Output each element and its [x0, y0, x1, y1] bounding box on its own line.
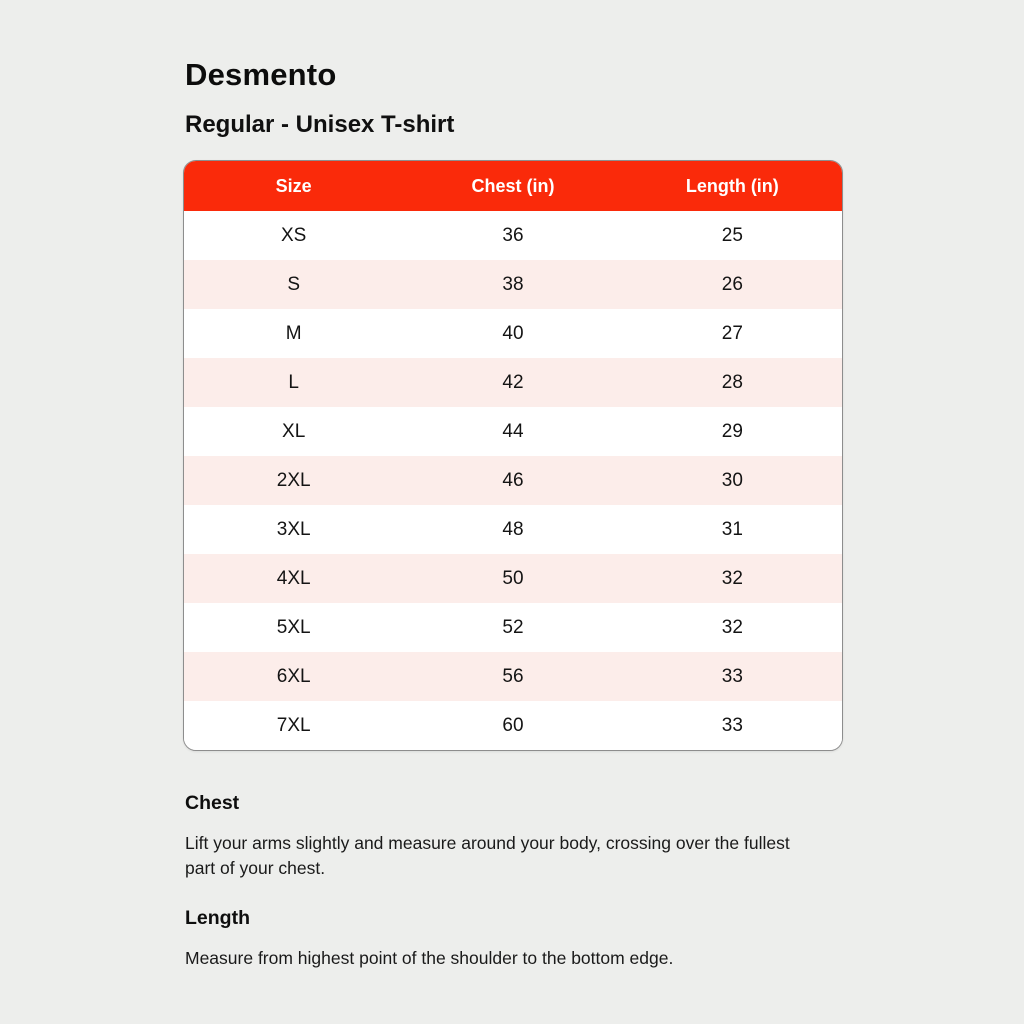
size-cell: 7XL: [276, 714, 311, 736]
size-table-header: [184, 161, 842, 211]
chest-cell: 50: [502, 567, 524, 589]
length-note-body: Measure from highest point of the shoulder to the bottom edge.: [185, 948, 674, 968]
table-row: [184, 211, 842, 260]
product-title: Regular - Unisex T-shirt: [185, 111, 455, 138]
length-cell: 32: [721, 616, 743, 638]
column-header-length: Length (in): [623, 161, 842, 211]
header-row: [184, 161, 842, 211]
table-row: [184, 603, 842, 652]
column-header-chest: Chest (in): [403, 161, 622, 211]
table-row: [184, 260, 842, 309]
length-cell: 27: [721, 322, 743, 344]
length-cell: 26: [721, 273, 743, 295]
chest-cell: 38: [502, 273, 524, 295]
length-cell: 28: [721, 371, 743, 393]
chest-cell: 42: [502, 371, 524, 393]
table-row: [184, 652, 842, 701]
size-cell: 6XL: [276, 665, 311, 687]
size-chart-table: [183, 160, 843, 751]
table-row: [184, 554, 842, 603]
table-row: [184, 407, 842, 456]
brand-logo: Desmento: [185, 57, 337, 92]
chest-cell: 52: [502, 616, 524, 638]
size-cell: 2XL: [276, 469, 311, 491]
chest-cell: 46: [502, 469, 524, 491]
table-row: [184, 309, 842, 358]
chest-cell: 48: [502, 518, 524, 540]
table-row: [184, 358, 842, 407]
size-cell: M: [285, 322, 302, 344]
size-cell: 4XL: [276, 567, 311, 589]
length-cell: 33: [721, 714, 743, 736]
column-header-size: Size: [184, 161, 403, 211]
table-row: [184, 505, 842, 554]
size-table-body: [184, 211, 842, 750]
size-cell: XL: [282, 420, 306, 442]
length-note-heading: Length: [185, 907, 250, 929]
size-cell: S: [287, 273, 300, 295]
size-cell: XS: [280, 224, 307, 246]
chest-cell: 40: [502, 322, 524, 344]
chest-cell: 44: [502, 420, 524, 442]
chest-cell: 36: [502, 224, 524, 246]
chest-note-heading: Chest: [185, 792, 240, 814]
size-cell: L: [288, 371, 299, 393]
length-cell: 32: [721, 567, 743, 589]
size-cell: 3XL: [276, 518, 311, 540]
table-row: [184, 701, 842, 750]
chest-cell: 56: [502, 665, 524, 687]
length-cell: 33: [721, 665, 743, 687]
length-cell: 30: [721, 469, 743, 491]
length-cell: 31: [721, 518, 743, 540]
size-cell: 5XL: [276, 616, 311, 638]
chest-cell: 60: [502, 714, 524, 736]
table-row: [184, 456, 842, 505]
chest-note-body: Lift your arms slightly and measure around your body, crossing over the fullest part of your chest.: [185, 833, 790, 879]
length-cell: 29: [721, 420, 743, 442]
length-cell: 25: [721, 224, 743, 246]
